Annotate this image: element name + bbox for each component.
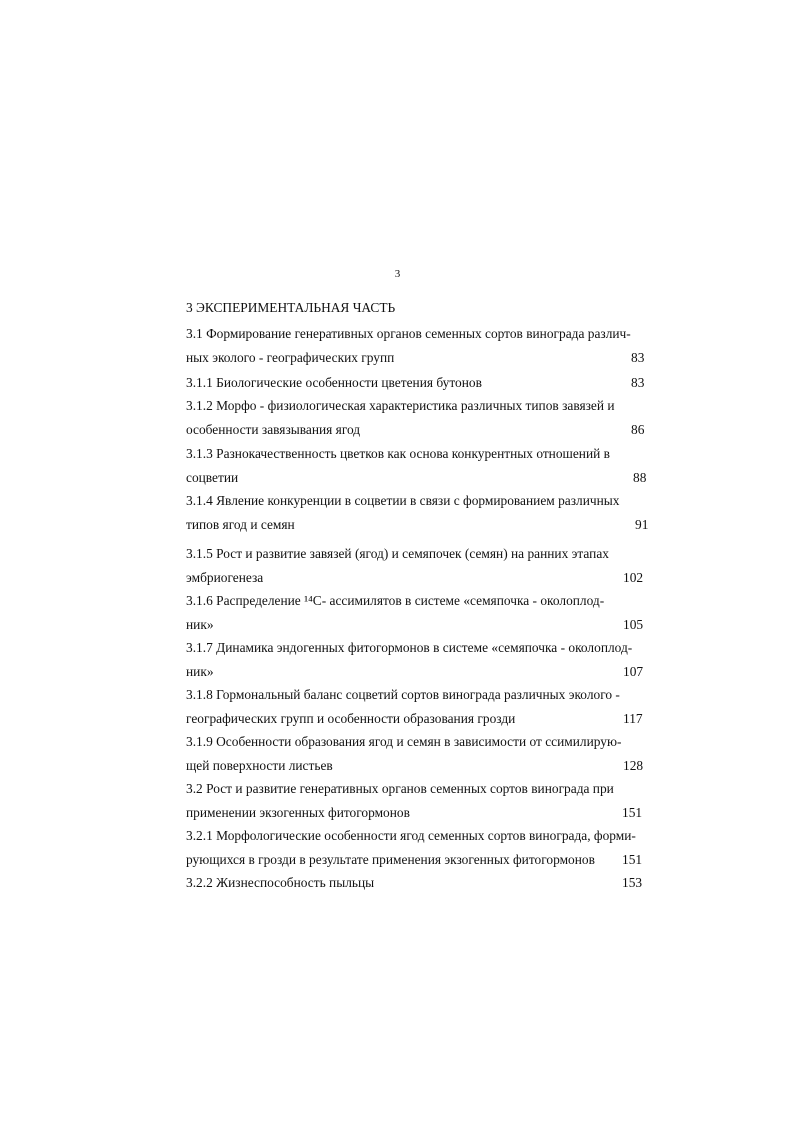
toc-entry-line: ник»	[186, 664, 214, 679]
toc-entry-line: 3.1.4 Явление конкуренции в соцветии в связи с формированием различных	[186, 493, 620, 508]
toc-entry-line: 3.1.2 Морфо - физиологическая характеристика различных типов завязей и	[186, 398, 615, 413]
toc-page-number: 88	[633, 470, 647, 485]
toc-entry-line: 3.2.1 Морфологические особенности ягод семенных сортов винограда, форми-	[186, 828, 636, 843]
toc-entry-line: 3.2.2 Жизнеспособность пыльцы	[186, 875, 375, 890]
toc-entry-line: эмбриогенеза	[186, 570, 264, 585]
toc-page-number: 83	[631, 375, 645, 390]
toc-entry-line: щей поверхности листьев	[186, 758, 333, 773]
toc-entry-line: 3.1.9 Особенности образования ягод и семян в зависимости от ссимилирую-	[186, 734, 622, 749]
toc-page-number: 128	[623, 758, 644, 773]
toc-entry-line: особенности завязывания ягод	[186, 422, 361, 437]
toc-entry-line: 3.1.6 Распределение ¹⁴С- ассимилятов в системе «семяпочка - околоплод-	[186, 593, 605, 608]
toc-page-number: 107	[623, 664, 644, 679]
toc-entry-line: 3.1.7 Динамика эндогенных фитогормонов в системе «семяпочка - околоплод-	[186, 640, 633, 655]
toc-page-number: 105	[623, 617, 644, 632]
toc-entry-line: соцветии	[186, 470, 239, 485]
toc-entry-line: применении экзогенных фитогормонов	[186, 805, 410, 820]
toc-page-number: 151	[622, 805, 643, 820]
toc-page-number: 102	[623, 570, 644, 585]
section-heading: 3 ЭКСПЕРИМЕНТАЛЬНАЯ ЧАСТЬ	[186, 300, 396, 315]
toc-entry-line: 3.1.3 Разнокачественность цветков как основа конкурентных отношений в	[186, 446, 610, 461]
toc-entry-line: ных эколого - географических групп	[186, 350, 395, 365]
toc-page-number: 117	[623, 711, 643, 726]
page-number: 3	[394, 268, 401, 280]
toc-page-number: 83	[631, 350, 645, 365]
toc-entry-line: типов ягод и семян	[186, 517, 295, 532]
toc-entry-line: 3.1 Формирование генеративных органов семенных сортов винограда различ-	[186, 326, 631, 341]
toc-page-number: 151	[622, 852, 643, 867]
toc-page-number: 153	[622, 875, 643, 890]
toc-entry-line: 3.1.1 Биологические особенности цветения бутонов	[186, 375, 482, 390]
toc-entry-line: 3.1.8 Гормональный баланс соцветий сортов винограда различных эколого -	[186, 687, 620, 702]
toc-entry-line: географических групп и особенности образования грозди	[186, 711, 516, 726]
toc-entry-line: 3.1.5 Рост и развитие завязей (ягод) и семяпочек (семян) на ранних этапах	[186, 546, 609, 561]
toc-page-number: 86	[631, 422, 645, 437]
toc-entry-line: 3.2 Рост и развитие генеративных органов семенных сортов винограда при	[186, 781, 614, 796]
toc-entry-line: рующихся в грозди в результате применения экзогенных фитогормонов	[186, 852, 595, 867]
toc-entry-line: ник»	[186, 617, 214, 632]
toc-page-number: 91	[635, 517, 649, 532]
